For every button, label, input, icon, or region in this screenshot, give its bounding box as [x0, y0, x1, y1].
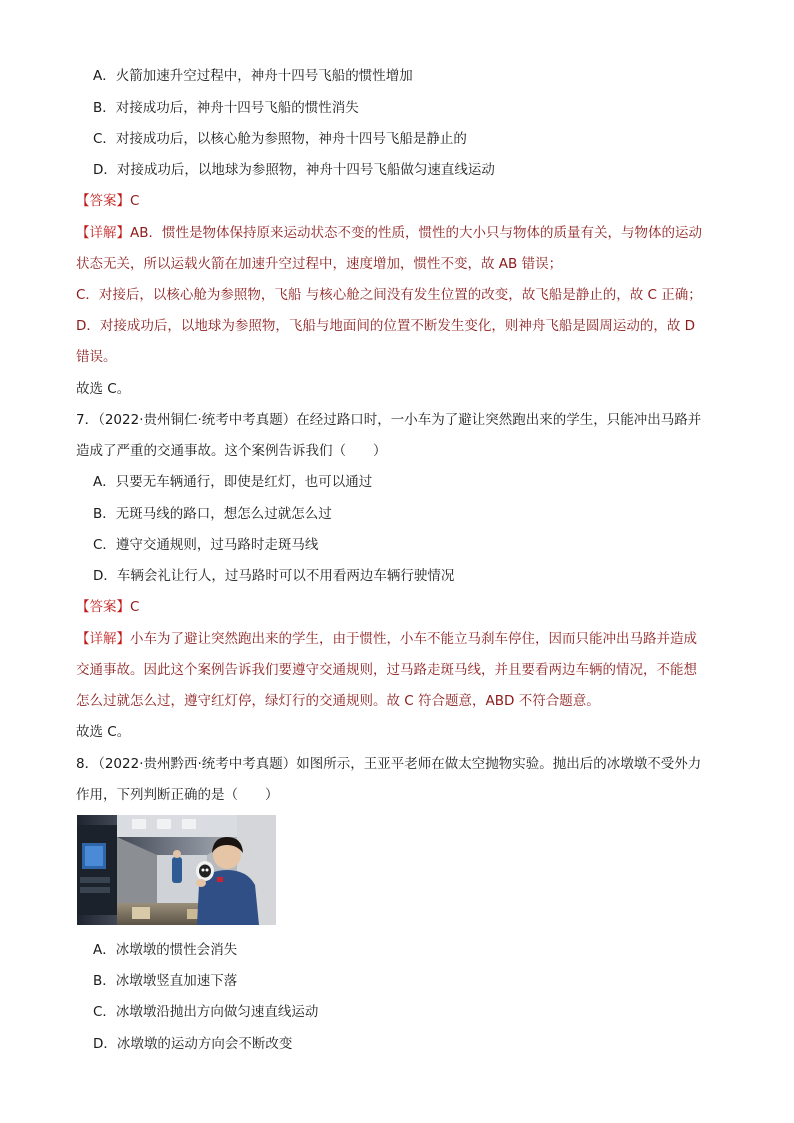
q6-option-a: A．火箭加速升空过程中，神舟十四号飞船的惯性增加 — [93, 68, 413, 84]
q8-option-c: C．冰墩墩沿抛出方向做匀速直线运动 — [93, 1004, 319, 1020]
q7-option-d: D．车辆会礼让行人，过马路时可以不用看两边车辆行驶情况 — [93, 568, 455, 584]
q7-option-b: B．无斑马线的路口，想怎么过就怎么过 — [93, 506, 332, 522]
q6-option-d: D．对接成功后，以地球为参照物，神舟十四号飞船做匀速直线运动 — [93, 162, 495, 178]
answer-tag: 【答案】 — [76, 599, 130, 615]
q7-answer — [76, 597, 726, 617]
answer-tag: 【答案】 — [76, 193, 130, 209]
q8-stem-line-1: 8．（2022·贵州黔西·统考中考真题）如图所示，王亚平老师在做太空抛物实验。抛出后的冰墩墩不受外力 — [76, 756, 702, 772]
detail-text: AB．惯性是物体保持原来运动状态不变的性质，惯性的大小只与物体的质量有关，与物体的运动 — [130, 225, 702, 241]
q6-conclusion: 故选 C。 — [76, 381, 131, 397]
astronaut-photo-illustration — [77, 815, 276, 925]
answer-value: C — [130, 193, 140, 209]
q6-detail-line-1 — [76, 223, 726, 243]
detail-text: 小车为了避让突然跑出来的学生，由于惯性，小车不能立马刹车停住，因而只能冲出马路并造成 — [130, 631, 697, 647]
q6-detail-line-3: C．对接后，以核心舱为参照物，飞船 与核心舱之间没有发生位置的改变，故飞船是静止的，故 C 正确； — [76, 287, 702, 303]
q7-conclusion: 故选 C。 — [76, 724, 131, 740]
q6-detail-line-5: 错误。 — [76, 349, 117, 365]
q7-detail-line-1 — [76, 629, 726, 649]
q7-stem-line-1: 7．（2022·贵州铜仁·统考中考真题）在经过路口时，一小车为了避让突然跑出来的学生，只能冲出马路并 — [76, 412, 702, 428]
q6-answer — [76, 191, 726, 211]
detail-tag: 【详解】 — [76, 631, 130, 647]
q8-option-d: D．冰墩墩的运动方向会不断改变 — [93, 1036, 293, 1052]
q6-option-b: B．对接成功后，神舟十四号飞船的惯性消失 — [93, 100, 359, 116]
q6-option-c: C．对接成功后，以核心舱为参照物，神舟十四号飞船是静止的 — [93, 131, 467, 147]
q7-detail-line-3: 怎么过就怎么过，遵守红灯停，绿灯行的交通规则。故 C 符合题意，ABD 不符合题意。 — [76, 693, 600, 709]
q6-detail-line-4: D．对接成功后，以地球为参照物，飞船与地面间的位置不断发生变化，则神舟飞船是圆周运动的，故 D — [76, 318, 696, 334]
q7-stem-line-2: 造成了严重的交通事故。这个案例告诉我们（ ） — [76, 443, 387, 459]
q6-detail-line-2: 状态无关，所以运载火箭在加速升空过程中，速度增加，惯性不变，故 AB 错误； — [76, 256, 563, 272]
q8-stem-line-2: 作用，下列判断正确的是（ ） — [76, 787, 279, 803]
space-station-photo — [77, 815, 276, 925]
answer-value: C — [130, 599, 140, 615]
q8-option-a: A．冰墩墩的惯性会消失 — [93, 942, 238, 958]
q7-option-c: C．遵守交通规则，过马路时走斑马线 — [93, 537, 319, 553]
q8-option-b: B．冰墩墩竖直加速下落 — [93, 973, 238, 989]
detail-tag: 【详解】 — [76, 225, 130, 241]
q7-option-a: A．只要无车辆通行，即使是红灯，也可以通过 — [93, 474, 373, 490]
q7-detail-line-2: 交通事故。因此这个案例告诉我们要遵守交通规则，过马路走斑马线，并且要看两边车辆的情况，不能想 — [76, 662, 697, 678]
